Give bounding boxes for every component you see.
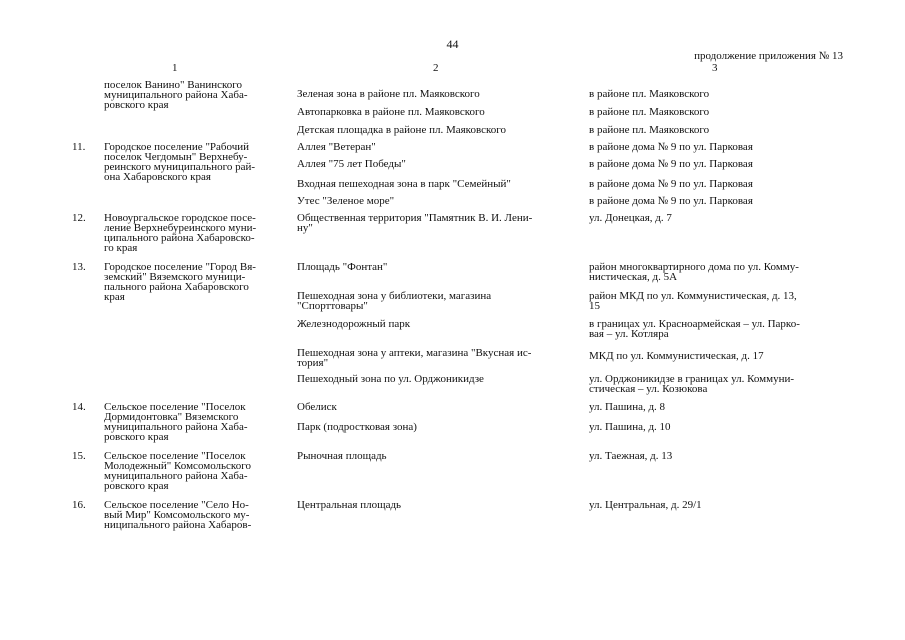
continuation-label: продолжение приложения № 13 xyxy=(694,50,843,62)
territory-name: Центральная площадь xyxy=(297,499,402,511)
territory-name: Железнодорожный парк xyxy=(297,318,411,330)
territory-name: Площадь "Фонтан" xyxy=(297,261,388,273)
territory-name: Зеленая зона в районе пл. Маяковского xyxy=(297,88,480,100)
column-header-1: 1 xyxy=(172,62,178,74)
territory-name: Автопарковка в районе пл. Маяковского xyxy=(297,106,485,118)
row-number: 16. xyxy=(72,499,86,511)
territory-address: ул. Пашина, д. 8 xyxy=(589,401,666,413)
territory-name: Входная пешеходная зона в парк "Семейный" xyxy=(297,178,511,190)
territory-name: Пешеходная зона у библиотеки, магазина "Спорттовары" xyxy=(297,290,492,312)
territory-address: в районе дома № 9 по ул. Парковая xyxy=(589,178,753,190)
column-header-2: 2 xyxy=(433,62,439,74)
territory-address: в районе пл. Маяковского xyxy=(589,106,710,118)
row-number: 12. xyxy=(72,212,86,224)
page-number: 44 xyxy=(446,37,459,51)
territory-name: Парк (подростковая зона) xyxy=(297,421,417,433)
territory-name: Пешеходная зона у аптеки, магазина "Вкусная ис- тория" xyxy=(297,347,532,369)
municipality-name: Городское поселение "Город Вя- земский" Вяземского муници- пального района Хабаровского края xyxy=(104,261,256,303)
row-number: 13. xyxy=(72,261,86,273)
municipality-name: Городское поселение "Рабочий поселок Чегдомын" Верхнебу- реинского муниципального рай- она Хабаровского края xyxy=(104,141,255,183)
territory-address: район МКД по ул. Коммунистическая, д. 13, 15 xyxy=(589,290,797,312)
territory-name: Обелиск xyxy=(297,401,337,413)
row-number: 11. xyxy=(72,141,86,153)
territory-name: Аллея "75 лет Победы" xyxy=(297,158,406,170)
territory-address: в районе пл. Маяковского xyxy=(589,88,710,100)
territory-address: ул. Орджоникидзе в границах ул. Коммуни- стическая – ул. Козюкова xyxy=(589,373,795,395)
territory-name: Утес "Зеленое море" xyxy=(297,195,395,207)
municipality-name: Сельское поселение "Село Но- вый Мир" Комсомольского му- ниципального района Хабаров- xyxy=(104,499,252,531)
territory-address: в районе пл. Маяковского xyxy=(589,124,710,136)
municipality-name: Сельское поселение "Поселок Молодежный" Комсомольского муниципального района Хаба- ровского края xyxy=(104,450,251,492)
territory-name: Пешеходный зона по ул. Орджоникидзе xyxy=(297,373,484,385)
territory-address: ул. Пашина, д. 10 xyxy=(589,421,671,433)
territory-address: в границах ул. Красноармейская – ул. Парко- вая – ул. Котляра xyxy=(589,318,800,340)
territory-address: ул. Донецкая, д. 7 xyxy=(589,212,672,224)
municipality-name: поселок Ванино" Ванинского муниципального района Хаба- ровского края xyxy=(104,79,248,111)
row-number: 15. xyxy=(72,450,86,462)
territory-address: МКД по ул. Коммунистическая, д. 17 xyxy=(589,350,764,362)
territory-name: Рыночная площадь xyxy=(297,450,387,462)
territory-address: ул. Таежная, д. 13 xyxy=(589,450,673,462)
row-number: 14. xyxy=(72,401,86,413)
territory-address: район многоквартирного дома по ул. Комму- нистическая, д. 5А xyxy=(589,261,799,283)
territory-address: в районе дома № 9 по ул. Парковая xyxy=(589,141,753,153)
territory-name: Детская площадка в районе пл. Маяковского xyxy=(297,124,506,136)
territory-address: в районе дома № 9 по ул. Парковая xyxy=(589,158,753,170)
territory-name: Общественная территория "Памятник В. И. Лени- ну" xyxy=(297,212,533,234)
municipality-name: Новоургальское городское посе- ление Верхнебуреинского муни- ципального района Хабаровско- го края xyxy=(104,212,257,254)
column-header-3: 3 xyxy=(712,62,718,74)
territory-address: в районе дома № 9 по ул. Парковая xyxy=(589,195,753,207)
municipality-name: Сельское поселение "Поселок Дормидонтовка" Вяземского муниципального района Хаба- ровского края xyxy=(104,401,248,443)
territory-name: Аллея "Ветеран" xyxy=(297,141,376,153)
territory-address: ул. Центральная, д. 29/1 xyxy=(589,499,702,511)
